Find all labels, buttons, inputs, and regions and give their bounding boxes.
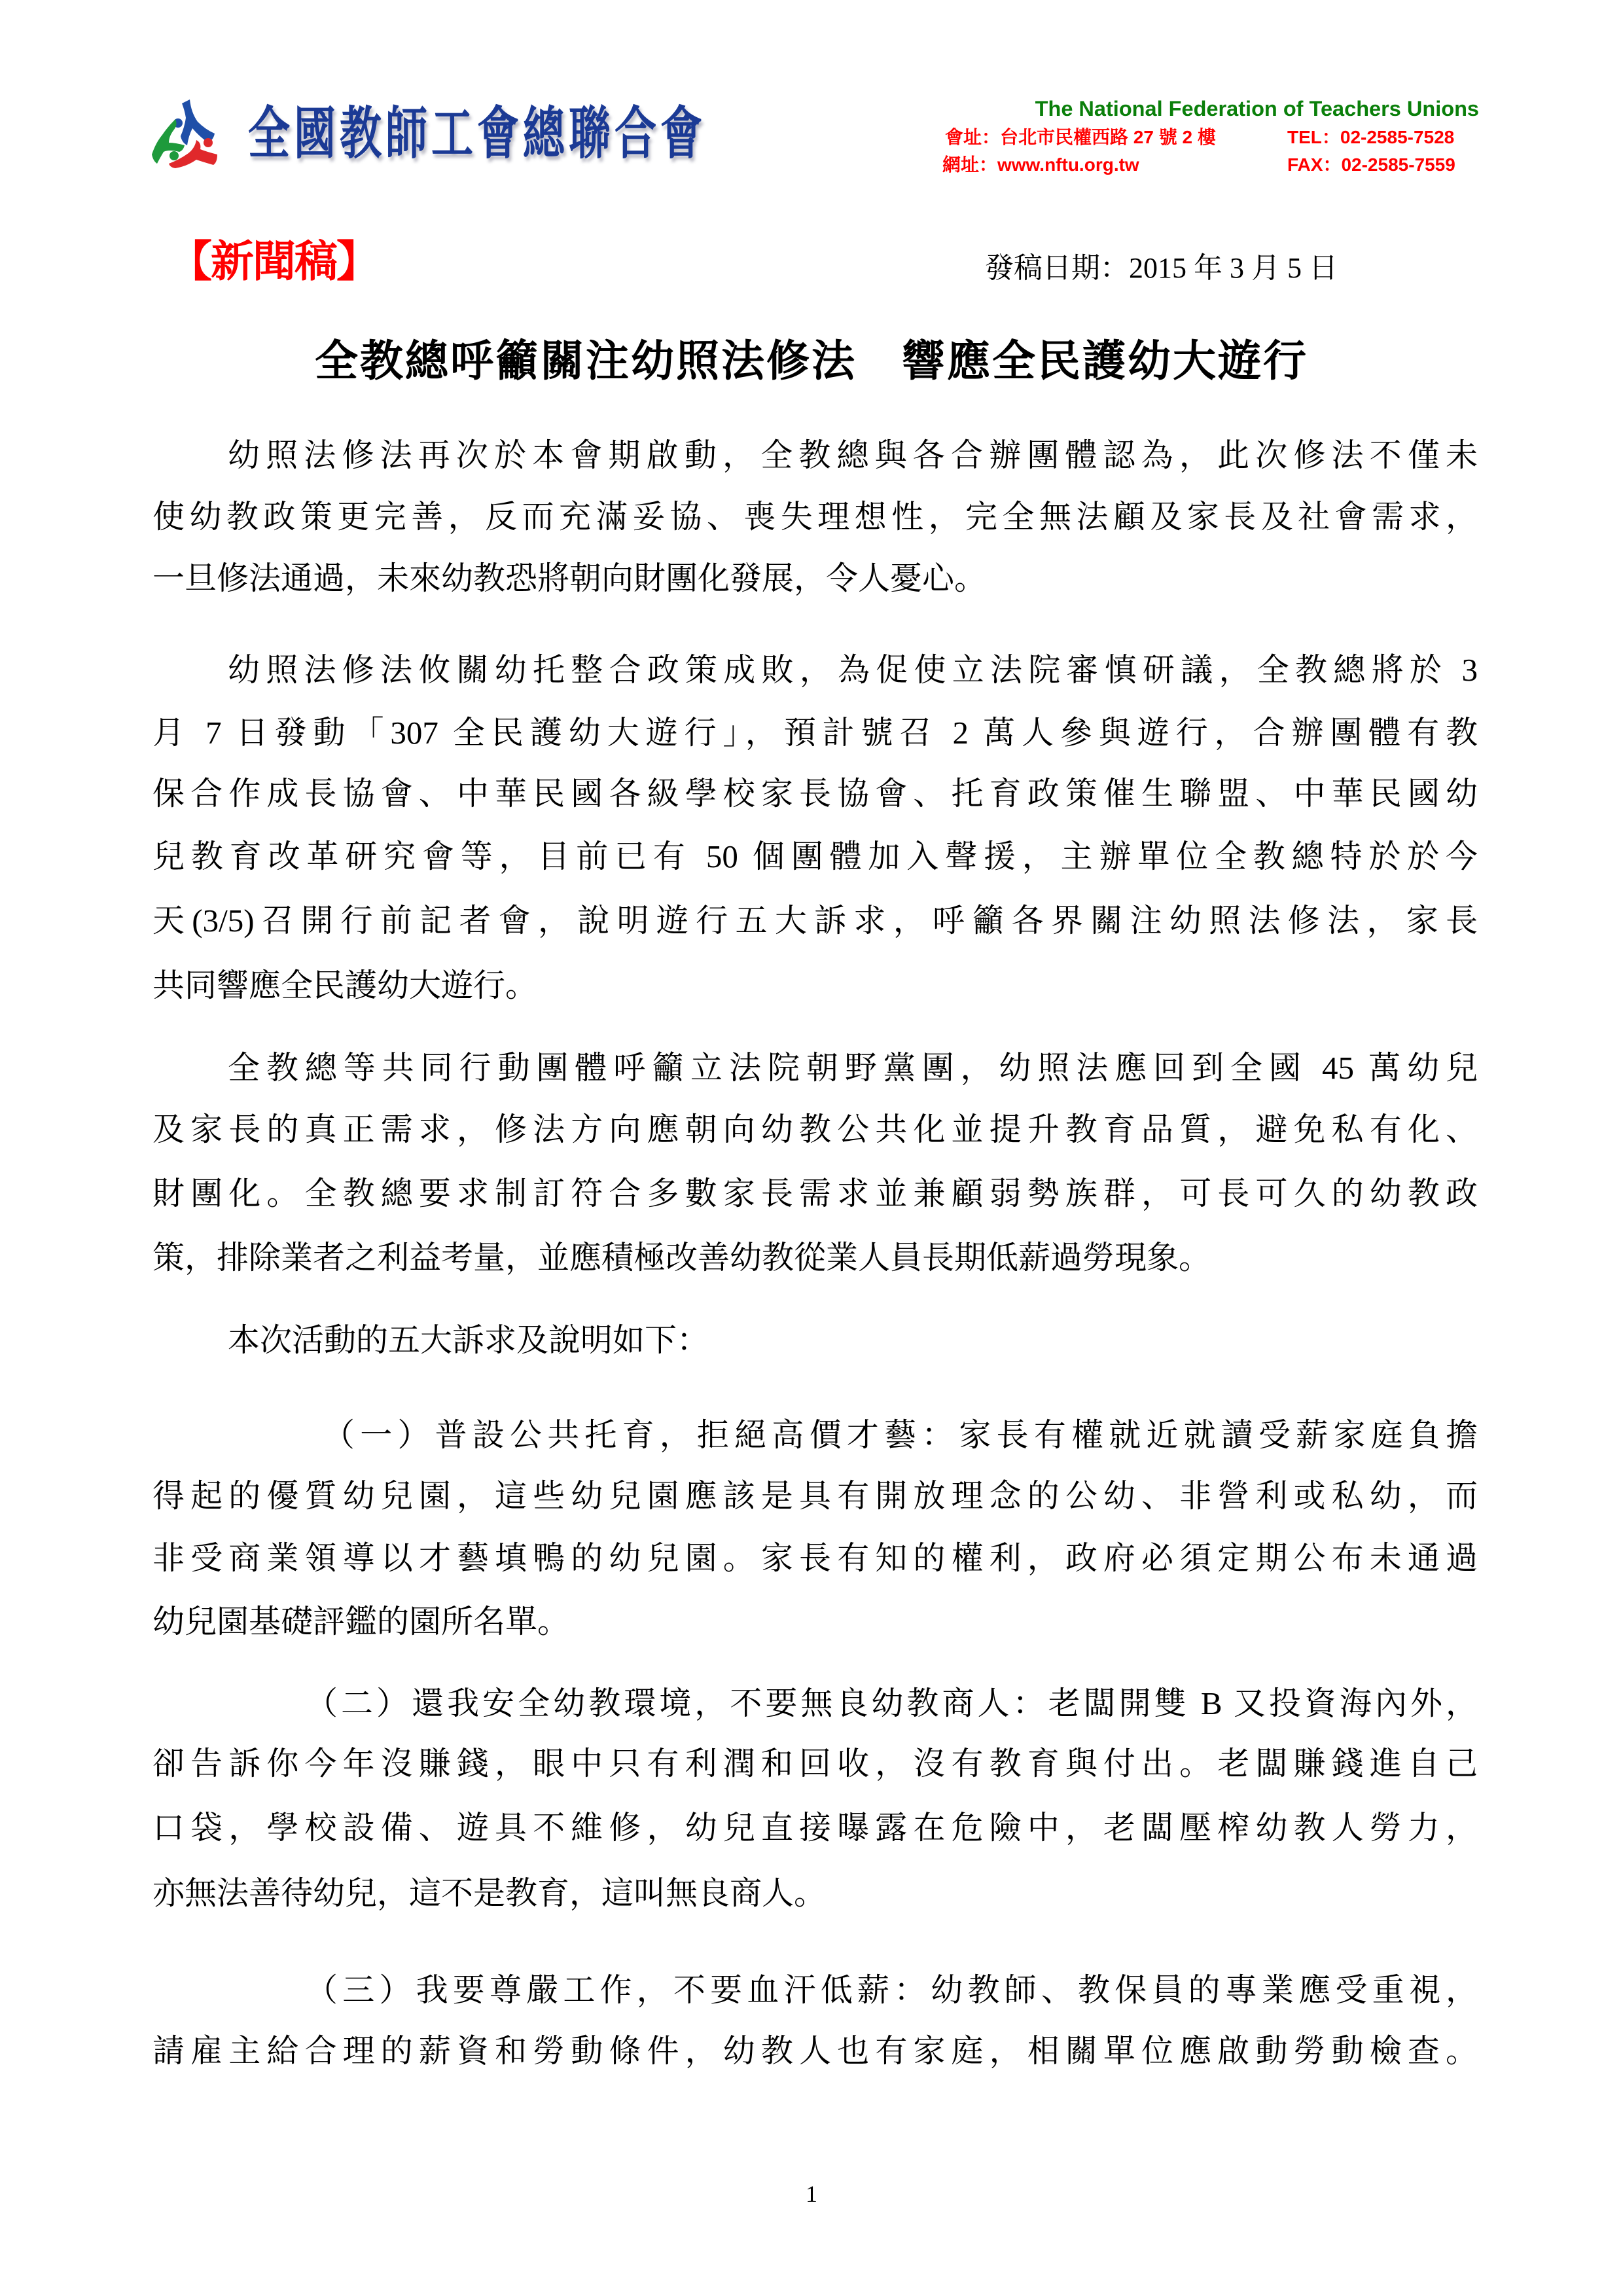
demand-line: 口袋，學校設備、遊具不維修，幼兒直接曝露在危險中，老闆壓榨幼教人勞力， bbox=[152, 1810, 1478, 1846]
demand-line: 非受商業領導以才藝填鴨的幼兒園。家長有知的權利，政府必須定期公布未通過 bbox=[152, 1540, 1478, 1576]
logo-red-head bbox=[204, 138, 213, 147]
demand-line: （一）普設公共托育，拒絕高價才藝：家長有權就近就讀受薪家庭負擔 bbox=[323, 1417, 1478, 1453]
address: 會址：台北市民權西路 27 號 2 樓 bbox=[945, 127, 1216, 147]
demand-line: （三）我要尊嚴工作，不要血汗低薪：幼教師、教保員的專業應受重視， bbox=[306, 1972, 1478, 2008]
paragraph-line: 天(3/5)召開行前記者會，說明遊行五大訴求，呼籲各界關注幼照法修法，家長 bbox=[152, 903, 1478, 939]
paragraph-line: 財團化。全教總要求制訂符合多數家長需求並兼顧弱勢族群，可長可久的幼教政 bbox=[152, 1175, 1478, 1211]
paragraph-line: 一旦修法通過，未來幼教恐將朝向財團化發展，令人憂心。 bbox=[152, 560, 987, 596]
paragraph-line: 幼照法修法攸關幼托整合政策成敗，為促使立法院審慎研議，全教總將於 3 bbox=[228, 652, 1478, 688]
fax: FAX：02-2585-7559 bbox=[1287, 154, 1455, 175]
org-name-english: The National Federation of Teachers Unions bbox=[1035, 97, 1479, 120]
website-link[interactable]: 網址：www.nftu.org.tw bbox=[942, 154, 1139, 175]
logo-icon bbox=[149, 99, 219, 168]
page-title: 全教總呼籲關注幼照法修法 響應全民護幼大遊行 bbox=[315, 336, 1308, 386]
demand-line: （二）還我安全幼教環境，不要無良幼教商人：老闆開雙 B 又投資海內外， bbox=[306, 1685, 1478, 1721]
demand-line: 亦無法善待幼兒，這不是教育，這叫無良商人。 bbox=[152, 1875, 827, 1911]
paragraph-line: 本次活動的五大訴求及說明如下： bbox=[228, 1322, 709, 1358]
page-number: 1 bbox=[806, 2181, 817, 2207]
paragraph-line: 及家長的真正需求，修法方向應朝向幼教公共化並提升教育品質，避免私有化、 bbox=[152, 1111, 1478, 1147]
logo-wordmark: 全國教師工會總聯合會 bbox=[248, 100, 706, 167]
demand-line: 請雇主給合理的薪資和勞動條件，幼教人也有家庭，相關單位應啟動勞動檢查。 bbox=[152, 2033, 1478, 2069]
paragraph-line: 兒教育改革研究會等，目前已有 50 個團體加入聲援，主辦單位全教總特於於今 bbox=[152, 838, 1478, 874]
paragraph-line: 策，排除業者之利益考量，並應積極改善幼教從業人員長期低薪過勞現象。 bbox=[152, 1240, 1211, 1276]
paragraph-line: 幼照法修法再次於本會期啟動，全教總與各合辦團體認為，此次修法不僅未 bbox=[228, 437, 1478, 473]
release-date: 發稿日期：2015 年 3 月 5 日 bbox=[985, 252, 1338, 284]
paragraph-line: 保合作成長協會、中華民國各級學校家長協會、托育政策催生聯盟、中華民國幼 bbox=[152, 776, 1478, 812]
logo-green-head bbox=[169, 151, 179, 160]
press-release-tag: 【新聞稿】 bbox=[169, 236, 378, 287]
demand-line: 卻告訴你今年沒賺錢，眼中只有利潤和回收，沒有教育與付出。老闆賺錢進自己 bbox=[152, 1746, 1478, 1782]
paragraph-line: 共同響應全民護幼大遊行。 bbox=[152, 967, 538, 1003]
telephone: TEL：02-2585-7528 bbox=[1287, 127, 1455, 147]
paragraph-line: 使幼教政策更完善，反而充滿妥協、喪失理想性，完全無法顧及家長及社會需求， bbox=[152, 499, 1478, 535]
three-figures-logo-icon bbox=[149, 99, 219, 168]
demand-line: 得起的優質幼兒園，這些幼兒園應該是具有開放理念的公幼、非營利或私幼，而 bbox=[152, 1478, 1478, 1514]
demand-line: 幼兒園基礎評鑑的園所名單。 bbox=[152, 1604, 570, 1640]
paragraph-line: 月 7 日發動「307 全民護幼大遊行」，預計號召 2 萬人參與遊行，合辦團體有教 bbox=[152, 715, 1478, 751]
paragraph-line: 全教總等共同行動團體呼籲立法院朝野黨團，幼照法應回到全國 45 萬幼兒 bbox=[228, 1050, 1478, 1086]
